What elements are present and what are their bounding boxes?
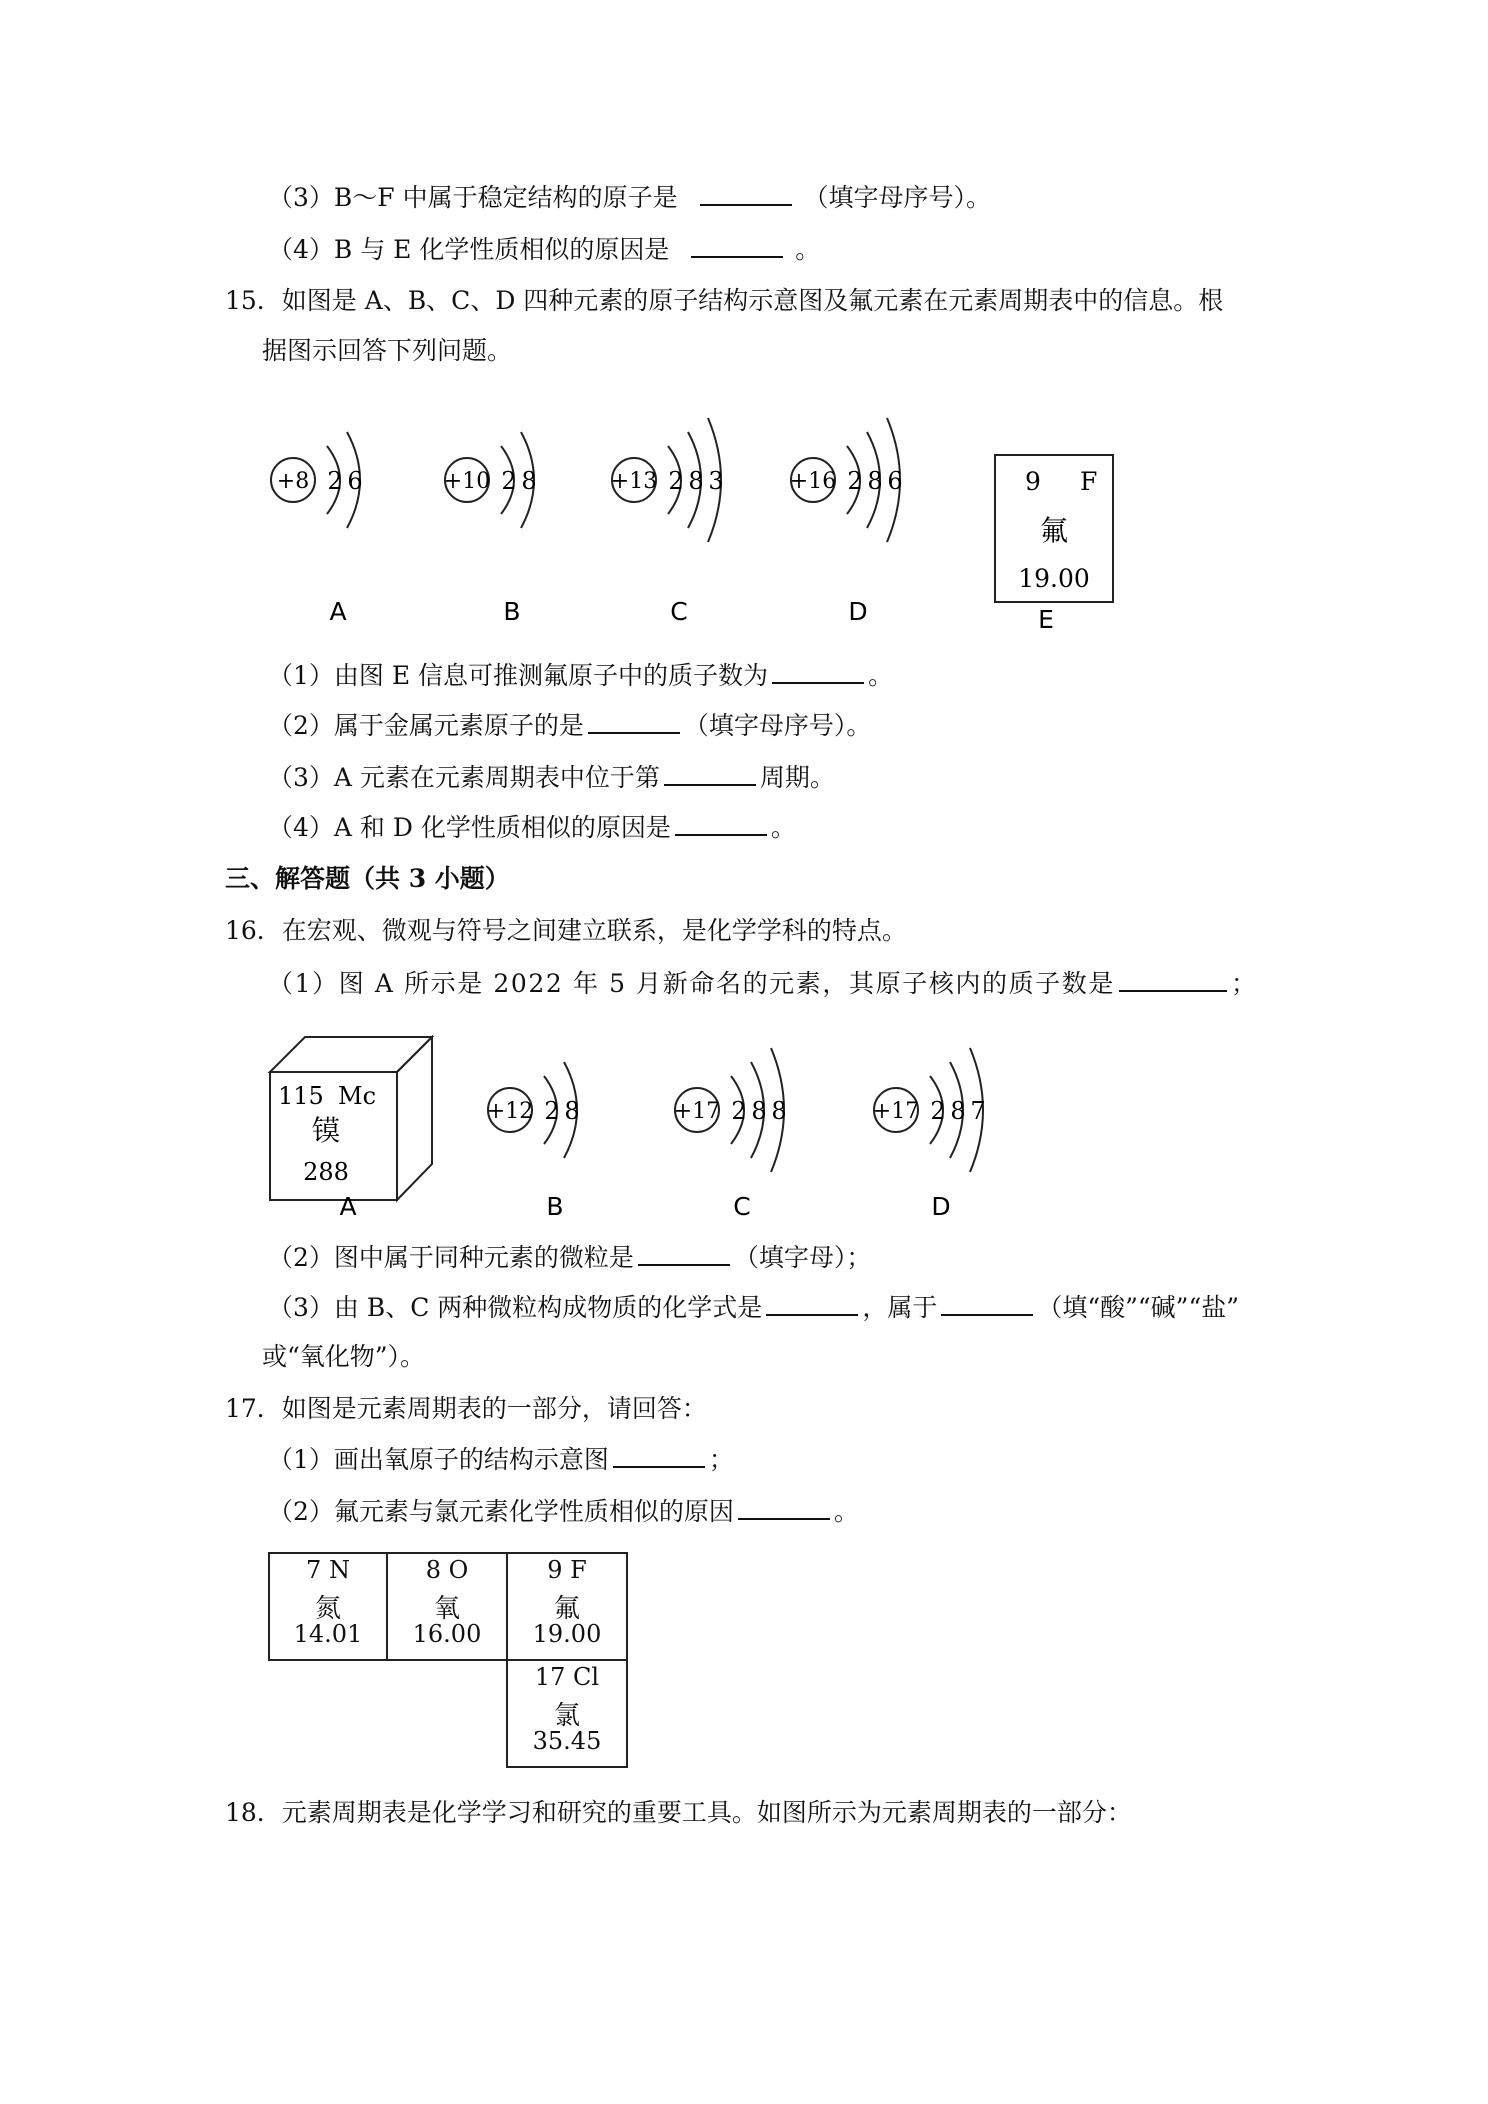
element-e-mass: 19.00	[1018, 564, 1090, 593]
answer-blank[interactable]	[738, 1494, 830, 1520]
q15-part2	[268, 708, 871, 743]
atom-label: C	[733, 1192, 751, 1221]
element-a-label: A	[339, 1192, 357, 1221]
q15-1-text: （1）由图 E 信息可推测氟原子中的质子数为	[268, 661, 769, 690]
q17-2-text: （2）氟元素与氯元素化学性质相似的原因	[268, 1497, 734, 1526]
q14-3-text: （3）B～F 中属于稳定结构的原子是	[268, 183, 678, 212]
answer-blank[interactable]	[588, 708, 680, 734]
atom-label: A	[329, 597, 347, 626]
shell-electron-count: 8	[771, 1097, 787, 1125]
cell-f-top: 9 F	[547, 1556, 587, 1584]
q14-part4	[268, 232, 820, 267]
q16-part2	[268, 1240, 871, 1275]
q17-1-end: ；	[708, 1445, 734, 1474]
shell-electron-count: 8	[521, 467, 537, 495]
element-cell-o	[386, 1552, 508, 1661]
element-cell-cl	[506, 1659, 628, 1768]
element-e-symbol: F	[1080, 467, 1098, 496]
atom-diagram-c	[674, 1048, 787, 1221]
element-e-name: 氟	[1039, 514, 1069, 547]
element-a-symbol: Mc	[338, 1082, 377, 1110]
q17-part2	[268, 1494, 859, 1529]
q15-part4	[268, 810, 796, 845]
element-e-number: 9	[1025, 467, 1041, 496]
atom-diagram-d	[790, 418, 903, 626]
shell-electron-count: 8	[751, 1097, 767, 1125]
shell-electron-count: 7	[970, 1097, 986, 1125]
shell-electron-count: 2	[930, 1097, 946, 1125]
answer-blank[interactable]	[700, 180, 792, 206]
atom-label: C	[670, 597, 688, 626]
nucleus-charge: +8	[276, 469, 310, 494]
answer-blank[interactable]	[664, 760, 756, 786]
q15-3-end: 周期。	[759, 763, 835, 792]
q14-3-note: （填字母序号）。	[803, 183, 991, 212]
q16-2-note: （填字母）；	[733, 1243, 872, 1272]
atom-label: D	[931, 1192, 951, 1221]
shell-electron-count: 6	[347, 467, 363, 495]
element-cube-a	[270, 1037, 432, 1221]
q14-4-end: 。	[795, 235, 821, 264]
atom-diagram-a	[271, 432, 363, 626]
element-e-label: E	[1038, 605, 1054, 634]
cell-f-name: 氟	[553, 1594, 580, 1624]
q16-1-end: ；	[1230, 969, 1258, 998]
answer-blank[interactable]	[638, 1240, 730, 1266]
shell-electron-count: 8	[950, 1097, 966, 1125]
cell-o-top: 8 O	[425, 1556, 469, 1584]
q15-2-text: （2）属于金属元素原子的是	[268, 711, 584, 740]
q15-part1	[268, 658, 893, 693]
answer-blank[interactable]	[1119, 966, 1227, 992]
shell-electron-count: 6	[887, 467, 903, 495]
atom-label: B	[546, 1192, 564, 1221]
q16-3-text: （3）由 B、C 两种微粒构成物质的化学式是	[268, 1293, 763, 1322]
atom-diagram-b	[444, 432, 537, 626]
answer-blank[interactable]	[675, 810, 767, 836]
q16-3-mid: ，属于	[862, 1293, 938, 1322]
cell-n-name: 氮	[314, 1594, 341, 1624]
element-cell-n	[268, 1552, 388, 1661]
nucleus-charge: +17	[673, 1099, 721, 1124]
cell-cl-mass: 35.45	[532, 1727, 602, 1755]
shell-electron-count: 2	[847, 467, 863, 495]
cell-o-mass: 16.00	[412, 1620, 482, 1648]
nucleus-charge: +10	[443, 469, 491, 494]
cell-n-top: 7 N	[306, 1556, 350, 1584]
q17-part1	[268, 1442, 734, 1477]
nucleus-charge: +17	[872, 1099, 920, 1124]
answer-blank[interactable]	[613, 1442, 705, 1468]
answer-blank[interactable]	[691, 232, 783, 258]
nucleus-charge: +12	[486, 1099, 534, 1124]
atom-label: D	[848, 597, 868, 626]
shell-electron-count: 2	[327, 467, 343, 495]
q15-part3	[268, 760, 835, 795]
q16-1-text: （1）图 A 所示是 2022 年 5 月新命名的元素，其原子核内的质子数是	[268, 969, 1115, 998]
q17-1-text: （1）画出氧原子的结构示意图	[268, 1445, 609, 1474]
q16-3-note: （填“酸”“碱”“盐”	[1037, 1293, 1240, 1322]
answer-blank[interactable]	[772, 658, 864, 684]
shell-electron-count: 3	[708, 467, 724, 495]
element-a-mass: 288	[303, 1158, 349, 1186]
cell-cl-top: 17 Cl	[534, 1663, 600, 1691]
cell-o-name: 氧	[433, 1594, 460, 1624]
q16-part3-cont: 或“氧化物”）。	[262, 1342, 426, 1371]
element-cell-f	[506, 1552, 628, 1661]
q16-2-text: （2）图中属于同种元素的微粒是	[268, 1243, 634, 1272]
q16-part1	[268, 966, 1258, 1001]
q14-part3	[268, 180, 991, 215]
atom-diagram-b	[487, 1062, 580, 1221]
shell-electron-count: 2	[731, 1097, 747, 1125]
cell-n-mass: 14.01	[293, 1620, 363, 1648]
atom-diagram-d	[873, 1048, 986, 1221]
q15-1-end: 。	[868, 661, 894, 690]
q16-figure	[0, 1012, 1488, 1237]
q15-4-text: （4）A 和 D 化学性质相似的原因是	[268, 813, 671, 842]
q18-stem: 18．元素周期表是化学学习和研究的重要工具。如图所示为元素周期表的一部分：	[225, 1798, 1132, 1827]
answer-blank[interactable]	[941, 1290, 1033, 1316]
q17-stem: 17．如图是元素周期表的一部分，请回答：	[225, 1394, 707, 1423]
q14-4-text: （4）B 与 E 化学性质相似的原因是	[268, 235, 670, 264]
nucleus-charge: +13	[610, 469, 658, 494]
q15-stem-line2: 据图示回答下列问题。	[262, 336, 513, 365]
shell-electron-count: 8	[564, 1097, 580, 1125]
q16-stem: 16．在宏观、微观与符号之间建立联系，是化学学科的特点。	[225, 916, 907, 945]
shell-electron-count: 8	[867, 467, 883, 495]
cell-cl-name: 氯	[553, 1701, 580, 1731]
q16-part3	[268, 1290, 1239, 1325]
atom-label: B	[503, 597, 521, 626]
section-heading: 三、解答题（共 3 小题）	[225, 864, 510, 893]
atom-diagram-c	[611, 418, 724, 626]
answer-blank[interactable]	[766, 1290, 858, 1316]
nucleus-charge: +16	[789, 469, 837, 494]
q15-figure	[0, 380, 1488, 640]
cell-f-mass: 19.00	[532, 1620, 602, 1648]
q15-3-text: （3）A 元素在元素周期表中位于第	[268, 763, 660, 792]
q17-2-end: 。	[833, 1497, 859, 1526]
element-card-e	[995, 455, 1113, 634]
shell-electron-count: 2	[501, 467, 517, 495]
q15-4-end: 。	[770, 813, 796, 842]
q15-stem-line1: 15．如图是 A、B、C、D 四种元素的原子结构示意图及氟元素在元素周期表中的信息。根	[225, 286, 1224, 315]
shell-electron-count: 8	[688, 467, 704, 495]
element-a-number: 115	[278, 1082, 324, 1110]
element-a-name: 镆	[311, 1114, 341, 1147]
shell-electron-count: 2	[668, 467, 684, 495]
q15-2-note: （填字母序号）。	[683, 711, 872, 740]
shell-electron-count: 2	[544, 1097, 560, 1125]
